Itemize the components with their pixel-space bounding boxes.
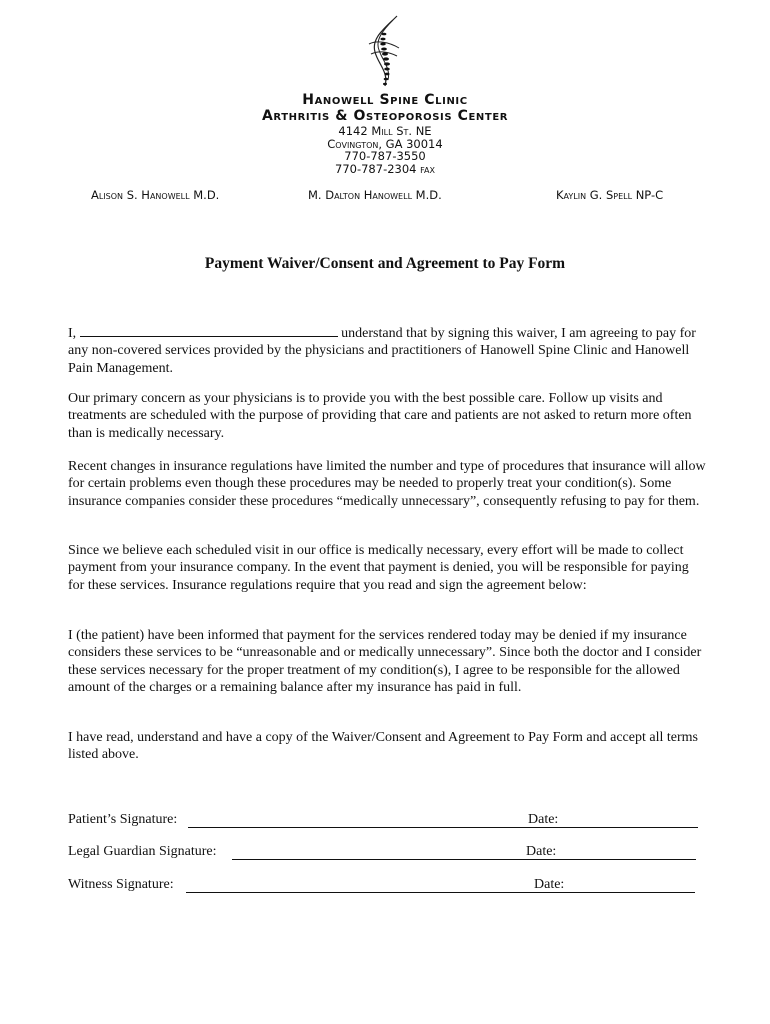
form-title: Payment Waiver/Consent and Agreement to Pay Form [204, 255, 566, 272]
paragraph-patient-informed: I (the patient) have been informed that payment for the services rendered today may be denied if my insurance considers these services to be “unreasonable and or medically unnecessary”. Since both the doctor and I consider these services necessary for the proper treatment of my condition(s), I agree to be responsible for the allowed amount of the charges or a remaining balance after my insurance has paid in full. [68, 628, 702, 695]
paragraph-text: understand that by signing this waiver, I am agreeing to pay for any non-covered services provided by the physicians and practitioners of Hanowell Spine Clinic and Hanowell Pain Management. [68, 326, 696, 376]
witness-date-field[interactable] [567, 892, 695, 893]
phone-number: 770-787-3550 [344, 149, 426, 163]
spine-logo-icon [363, 14, 407, 88]
witness-signature-label: Witness Signature: [68, 877, 174, 892]
guardian-date-field[interactable] [560, 859, 696, 860]
address-street: 4142 Mill St. NE [338, 124, 432, 138]
provider-name: M. Dalton Hanowell M.D. [308, 188, 442, 202]
patient-name-field[interactable] [80, 323, 338, 337]
guardian-date-label: Date: [526, 844, 557, 859]
paragraph-agreement [68, 323, 708, 377]
provider-name: Kaylin G. Spell NP-C [556, 188, 664, 202]
guardian-signature-row [68, 844, 708, 864]
patient-signature-label: Patient’s Signature: [68, 812, 178, 827]
paragraph-payment-effort: Since we believe each scheduled visit in our office is medically necessary, every effort will be made to collect payment from your insurance company. In the event that payment is denied, you will be responsible for paying for these services. Insurance regulations require that you read and sign the agreement below: [68, 543, 689, 593]
witness-signature-row [68, 877, 708, 897]
paragraph-insurance-changes: Recent changes in insurance regulations have limited the number and type of procedures that insurance will allow for certain problems even though these procedures may be needed to properly treat your condition(s). Some insurance companies consider these procedures “medically unnecessary”, consequently refusing to pay for them. [68, 459, 706, 509]
provider-name: Alison S. Hanowell M.D. [91, 188, 220, 202]
patient-date-label: Date: [528, 812, 559, 827]
patient-date-field[interactable] [562, 827, 698, 828]
witness-date-label: Date: [534, 877, 565, 892]
fax-number: 770-787-2304 fax [335, 161, 435, 176]
paragraph-concern: Our primary concern as your physicians is to provide you with the best possible care. Follow up visits and treatments are scheduled with the purpose of providing that care and patients are not asked to return more often than is medically necessary. [68, 391, 692, 441]
guardian-signature-label: Legal Guardian Signature: [68, 844, 217, 859]
patient-signature-row [68, 812, 708, 832]
paragraph-prefix: I, [68, 326, 77, 341]
clinic-name: Hanowell Spine Clinic [302, 92, 468, 108]
clinic-subtitle: Arthritis & Osteoporosis Center [261, 108, 509, 124]
paragraph-acknowledgement: I have read, understand and have a copy of the Waiver/Consent and Agreement to Pay Form and accept all terms listed above. [68, 730, 698, 763]
address-city: Covington, GA 30014 [327, 136, 443, 151]
